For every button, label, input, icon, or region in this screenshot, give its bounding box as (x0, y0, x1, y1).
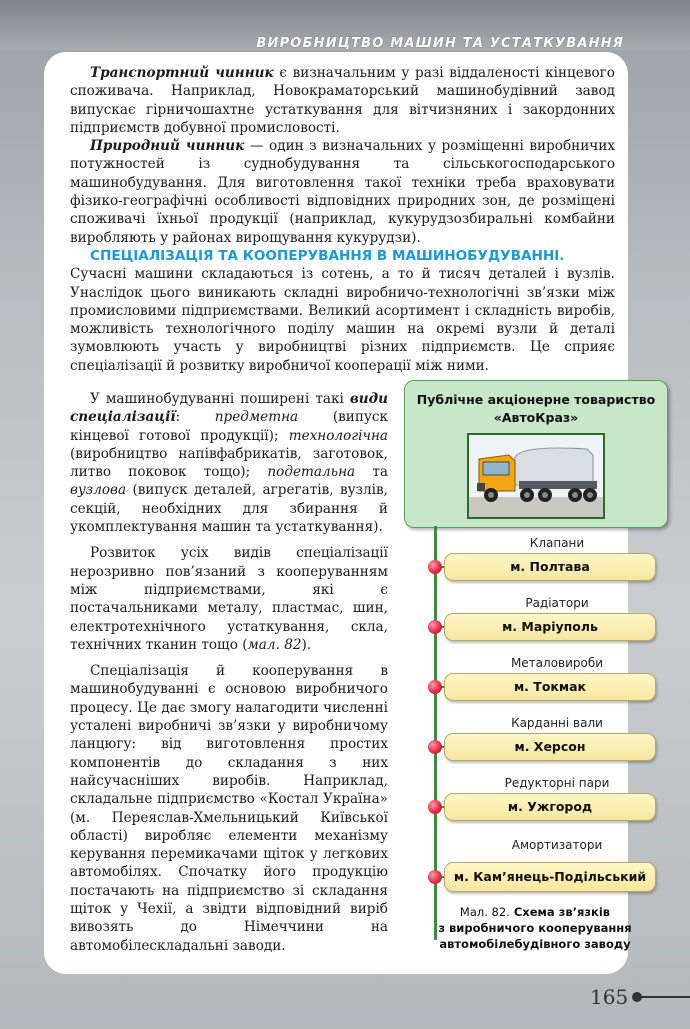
term-transport-factor: Транспортний чинник (90, 65, 274, 81)
term-natural-factor: Природний чинник (90, 138, 245, 155)
cooperation-diagram (404, 380, 666, 960)
caption-number: Мал. 82. (459, 905, 510, 919)
paragraph-natural-factor (70, 137, 615, 247)
supplier-city: м. Херсон (444, 733, 656, 761)
connector-dot-icon (428, 620, 442, 634)
caption-title-line2: з виробничого кооперування (438, 921, 632, 935)
caption-title: Схема зв’язків (509, 905, 611, 919)
part-label: Амортизатори (511, 838, 603, 852)
part-label: Металовироби (510, 656, 604, 670)
part-label: Карданні вали (511, 716, 603, 730)
paragraph-text: — один з визначальних у розміщенні виробничих потужностей із суднобудування та сільськогосподарського машинобудування. Для виготовлення такої техніки треба враховувати фізико-географічні особливості відповідних природних зон, де розміщені споживачі їхньої продукції (наприклад, кукурудзозбиральні комбайни виробляють у районах вирощування кукурудзи). (70, 138, 615, 246)
main-text-top (70, 64, 615, 375)
section-heading: СПЕЦІАЛІЗАЦІЯ ТА КООПЕРУВАННЯ В МАШИНОБУДУВАННІ. (90, 247, 565, 264)
term-specialization-types: види спеціалізації (70, 391, 388, 426)
main-text-left (70, 382, 388, 955)
text-run: ). (301, 636, 312, 653)
part-label: Редукторні пари (504, 776, 610, 790)
supplier-city: м. Полтава (444, 553, 656, 581)
supplier-city: м. Токмак (444, 673, 656, 701)
page-number-rule (638, 996, 690, 998)
supplier-city: м. Кам’янець-Подільський (444, 862, 656, 892)
text-run: Розвиток усіх видів спеціалізації нерозривно пов’язаний з коопeруванням між підприємствами, які є постачальниками металу, пластмас, шин, електротехнічного устаткування, скла, технічних тканин тощо ( (70, 545, 388, 653)
company-name-line1: Публічне акціонерне товариство (416, 392, 656, 407)
term-technological: технологічна (288, 427, 388, 444)
part-label: Клапани (529, 536, 585, 550)
connector-dot-icon (428, 800, 442, 814)
supplier-city: м. Ужгород (444, 793, 656, 821)
term-detail: подетальна (267, 464, 356, 481)
connector-dot-icon (428, 560, 442, 574)
text-run: У машинобудуванні поширені такі (90, 391, 350, 407)
company-box (404, 380, 668, 528)
text-run: та (355, 464, 388, 481)
figure-caption (404, 904, 666, 952)
paragraph-cooperation (70, 544, 388, 654)
page-number: 165 (590, 985, 629, 1009)
paragraph-text: є визначальним у разі віддаленості кінцевого споживача. Наприклад, Новокраматорський машинобудівний завод випускає гірничошахтне устаткування для вітчизняних і закордонних підприємств добувної промисловості. (70, 65, 615, 136)
connector-dot-icon (428, 680, 442, 694)
paragraph-specialization-types (70, 390, 388, 536)
supplier-city: м. Маріуполь (444, 613, 656, 641)
paragraph-transport-factor (70, 64, 615, 137)
text-run: : (175, 409, 215, 426)
part-label: Радіатори (525, 596, 589, 610)
caption-title-line3: автомобілебудівного заводу (439, 937, 631, 951)
truck-icon (469, 435, 603, 517)
figure-reference: мал. 82 (247, 636, 302, 653)
running-head: ВИРОБНИЦТВО МАШИН ТА УСТАТКУВАННЯ (256, 36, 624, 51)
paragraph-production-process: Спеціалізація й кооперування в машинобудуванні є основою виробничого процесу. Це дає змогу налагодити численні усталені виробничі зв’язки у виробничому ланцюгу: від виготовлення простих компонентів до складання з них найсучасніших виробів. Наприклад, складальне підприємство «Костал Україна» (м. Переяслав-Хмельницький Київської області) виробляє елементи механізму керування перемикачами щіток у легкових автомобілях. Спочатку його продукцію постачають на підприємство зі складання щіток у Чехії, а звідти відповідний виріб вивозять до Німеччини на автомобілескладальні заводи. (70, 663, 388, 954)
text-run: (випуск деталей, агрегатів, вузлів, секцій, необхідних для збирання й укомплектування машин та устаткування). (70, 482, 388, 536)
paragraph-machines: Сучасні машини складаються із сотень, а то й тисяч деталей і вузлів. Унаслідок цього виникають складні виробничо-технологічні зв’язки між промисловими підприємствами. Великий асортимент і складність виробів, можливість технологічного поділу машин на окремі вузли й деталі зумовлюють участь у виробництві різних підприємств. Це сприяє спеціалізації й розвитку виробничої кооперації між ними. (70, 266, 615, 374)
text-run: (випуск кінцевої готової продукції); (70, 409, 388, 444)
company-name-line2: «АвтоКраз» (493, 410, 579, 425)
text-run: (виробництво напівфабрикатів, заготовок, литво поковок тощо); (70, 445, 388, 481)
connector-dot-icon (428, 870, 442, 884)
term-node: вузлова (70, 482, 127, 499)
truck-image (467, 433, 605, 519)
company-name (405, 391, 667, 427)
term-subject: предметна (214, 409, 299, 426)
connector-dot-icon (428, 740, 442, 754)
